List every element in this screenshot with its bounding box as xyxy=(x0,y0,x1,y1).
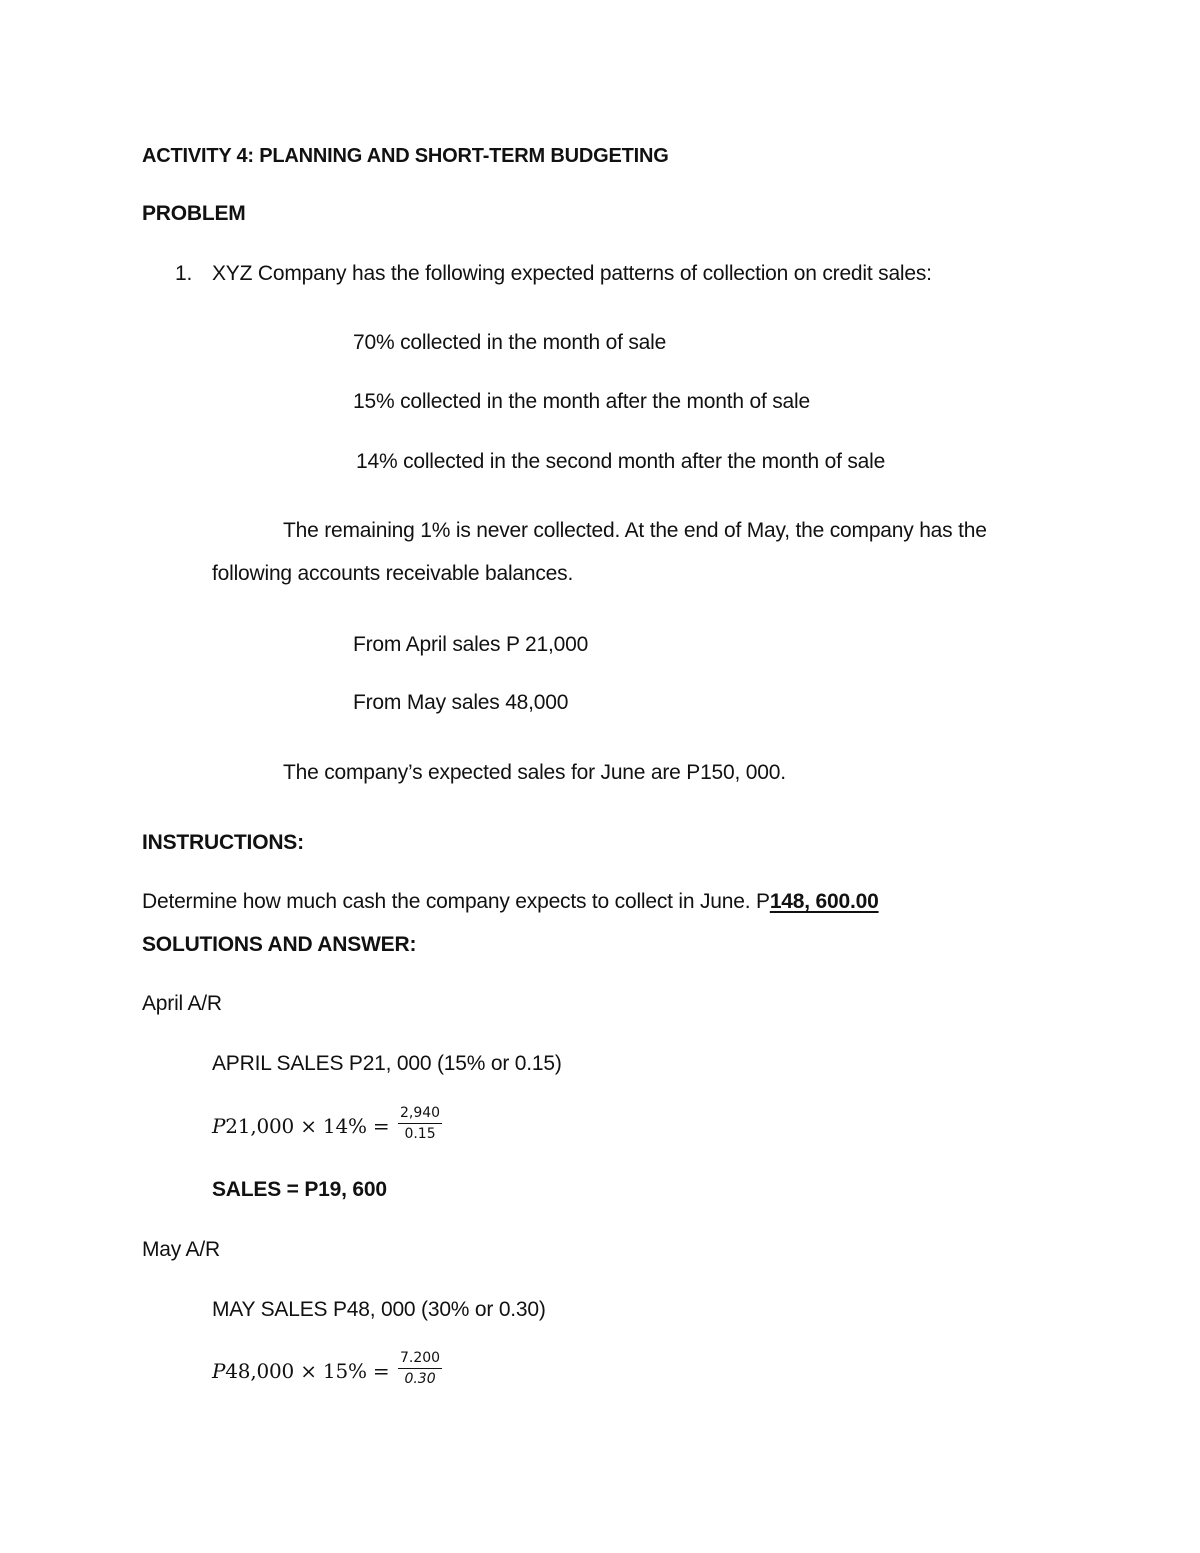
may-sales-line: MAY SALES P48, 000 (30% or 0.30) xyxy=(212,1298,546,1321)
april-fraction-denominator: 0.15 xyxy=(404,1126,436,1142)
instructions-text xyxy=(142,889,879,915)
april-equation xyxy=(212,1113,390,1139)
instructions-answer: 148, 600.00 xyxy=(769,890,879,913)
april-fraction-numerator: 2,940 xyxy=(398,1105,442,1124)
april-fraction xyxy=(398,1105,442,1142)
pattern-item: 70% collected in the month of sale xyxy=(353,331,667,354)
may-fraction-numerator: 7.200 xyxy=(398,1350,442,1369)
solutions-heading: SOLUTIONS AND ANSWER: xyxy=(142,933,417,956)
april-ar-heading: April A/R xyxy=(142,992,222,1015)
document-title: ACTIVITY 4: PLANNING AND SHORT-TERM BUDGETING xyxy=(142,145,669,167)
may-fraction xyxy=(398,1350,442,1387)
balance-item: From May sales 48,000 xyxy=(353,691,569,714)
april-equation-lhs: 21,000 × 14% = xyxy=(225,1114,390,1138)
april-equation-var: P xyxy=(212,1114,226,1138)
april-sales-result: SALES = P19, 600 xyxy=(212,1178,387,1201)
remaining-text-line-1: The remaining 1% is never collected. At the end of May, the company has the xyxy=(283,519,987,542)
balance-item: From April sales P 21,000 xyxy=(353,633,589,656)
may-equation-var: P xyxy=(212,1359,226,1383)
pattern-item: 14% collected in the second month after the month of sale xyxy=(356,450,886,473)
instructions-heading: INSTRUCTIONS: xyxy=(142,831,304,854)
pattern-item: 15% collected in the month after the month of sale xyxy=(353,390,810,413)
april-sales-line: APRIL SALES P21, 000 (15% or 0.15) xyxy=(212,1052,562,1075)
problem-number: 1. xyxy=(175,262,193,285)
problem-statement: XYZ Company has the following expected patterns of collection on credit sales: xyxy=(212,262,932,285)
may-fraction-denominator: 0.30 xyxy=(404,1371,436,1387)
remaining-text-line-2: following accounts receivable balances. xyxy=(212,562,574,585)
problem-item xyxy=(175,261,932,287)
may-ar-heading: May A/R xyxy=(142,1238,220,1261)
instructions-question: Determine how much cash the company expects to collect in June. P xyxy=(142,890,770,913)
may-equation-lhs: 48,000 × 15% = xyxy=(225,1359,390,1383)
may-equation xyxy=(212,1358,390,1384)
expected-sales-text: The company’s expected sales for June are P150, 000. xyxy=(283,761,786,784)
problem-heading: PROBLEM xyxy=(142,202,246,225)
